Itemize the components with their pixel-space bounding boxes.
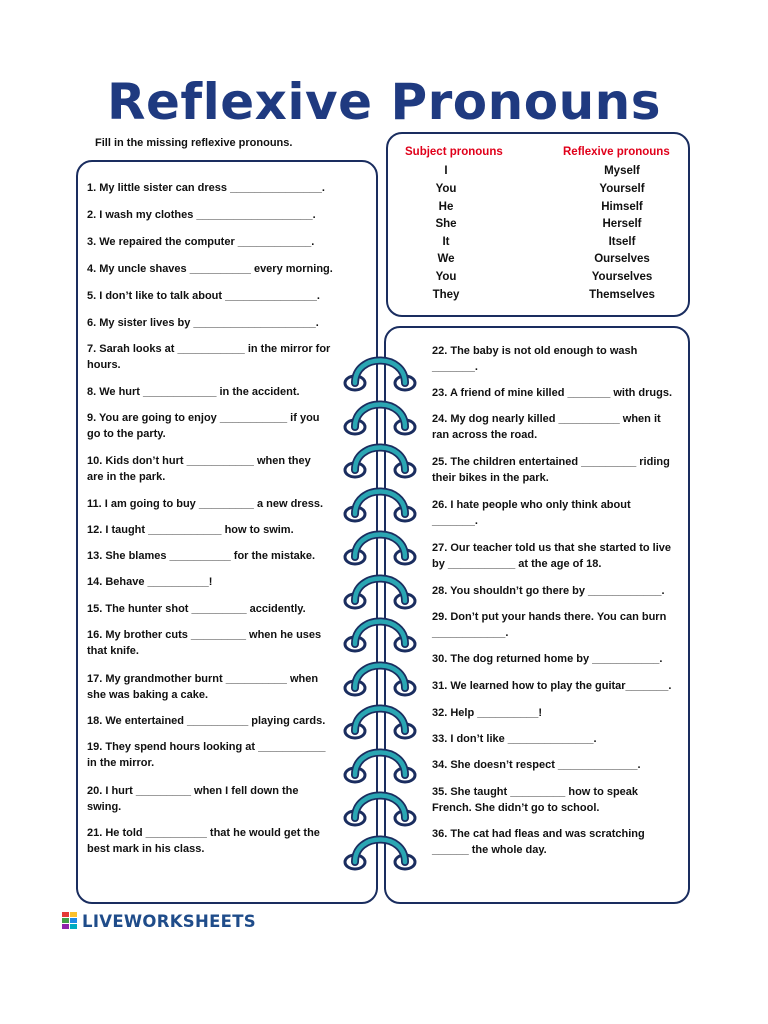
question-line-continuation: _______. [432, 361, 478, 373]
question-line: 12. I taught ____________ how to swim. [87, 524, 294, 536]
question-line: 8. We hurt ____________ in the accident. [87, 386, 300, 398]
question-line: 22. The baby is not old enough to wash [432, 345, 638, 357]
question-item [432, 411, 677, 443]
question-item [432, 540, 677, 572]
question-item [432, 826, 677, 858]
question-item [87, 207, 337, 223]
question-item [87, 825, 337, 857]
question-line: 15. The hunter shot _________ accidently. [87, 603, 306, 615]
question-item [87, 288, 337, 304]
question-line: 33. I don’t like ______________. [432, 733, 597, 745]
question-line-continuation: ran across the road. [432, 429, 538, 441]
reflexive-pronoun-cell: Yourself [599, 183, 645, 195]
question-line: 14. Behave __________! [87, 576, 213, 588]
spiral-ring [345, 622, 415, 652]
subject-pronoun-cell: It [442, 236, 450, 248]
page-title: Reflexive Pronouns [106, 73, 662, 131]
question-line-continuation: best mark in his class. [87, 843, 205, 855]
question-line: 1. My little sister can dress _______________. [87, 182, 325, 194]
spiral-ring [345, 666, 415, 696]
subject-pronoun-cell: You [435, 271, 457, 283]
question-item [432, 678, 677, 694]
subject-pronoun-cell: He [438, 201, 454, 213]
question-line: 16. My brother cuts _________ when he uses [87, 629, 322, 641]
question-line: 36. The cat had fleas and was scratching [432, 828, 645, 840]
question-line: 26. I hate people who only think about [432, 499, 631, 511]
spiral-ring [345, 840, 415, 870]
instruction-text: Fill in the missing reflexive pronouns. [95, 137, 293, 149]
reflexive-pronoun-cell: Yourselves [591, 271, 653, 283]
question-line: 35. She taught _________ how to speak [432, 786, 639, 798]
subject-pronoun-cell: They [432, 289, 460, 301]
subject-pronoun-cell: We [437, 253, 455, 265]
question-item [432, 705, 677, 721]
question-item [87, 783, 337, 815]
question-item [87, 453, 337, 485]
question-item [432, 454, 677, 486]
question-line: 31. We learned how to play the guitar_______. [432, 680, 672, 692]
question-item [432, 497, 677, 529]
question-line-continuation: ____________. [432, 627, 509, 639]
question-line: 30. The dog returned home by ___________. [432, 653, 663, 665]
subject-pronoun-cell: She [435, 218, 457, 230]
question-item [87, 315, 337, 331]
question-item [87, 713, 337, 729]
question-line: 23. A friend of mine killed _______ with drugs. [432, 387, 673, 399]
question-line-continuation: _______. [432, 515, 478, 527]
spiral-ring [345, 448, 415, 478]
reflexive-pronoun-cell: Ourselves [594, 253, 650, 265]
question-line: 34. She doesn’t respect _____________. [432, 759, 641, 771]
reflexive-pronoun-cell: Itself [608, 236, 636, 248]
question-line: 5. I don’t like to talk about _______________. [87, 290, 320, 302]
question-line-continuation: their bikes in the park. [432, 472, 549, 484]
subject-pronoun-cell: I [444, 165, 448, 177]
question-line: 11. I am going to buy _________ a new dress. [87, 498, 323, 510]
question-item [87, 574, 337, 590]
question-item [432, 757, 677, 773]
question-line: 2. I wash my clothes ___________________. [87, 209, 316, 221]
question-line: 6. My sister lives by ____________________. [87, 317, 319, 329]
question-line-continuation: she was baking a cake. [87, 689, 209, 701]
question-item [87, 384, 337, 400]
question-line: 28. You shouldn’t go there by ____________. [432, 585, 665, 597]
question-line: 13. She blames __________ for the mistake. [87, 550, 316, 562]
question-line: 10. Kids don’t hurt ___________ when they [87, 455, 311, 467]
question-line: 27. Our teacher told us that she started to live [432, 542, 672, 554]
question-line-continuation: in the mirror. [87, 757, 155, 769]
reflexive-pronoun-cell: Herself [602, 218, 642, 230]
question-item [87, 496, 337, 512]
reflexive-pronoun-cell: Themselves [589, 289, 655, 301]
question-line: 3. We repaired the computer ____________. [87, 236, 315, 248]
question-item [87, 671, 337, 703]
liveworksheets-logo-icon [62, 912, 78, 930]
question-line: 20. I hurt _________ when I fell down the [87, 785, 299, 797]
liveworksheets-logo [62, 910, 256, 932]
question-item [432, 784, 677, 816]
reflexive-pronoun-cell: Himself [601, 201, 643, 213]
reflexive-pronoun-cell: Myself [604, 165, 640, 177]
question-item [432, 583, 677, 599]
question-item [87, 341, 337, 373]
spiral-ring [345, 492, 415, 522]
spiral-binding [330, 355, 430, 900]
spiral-ring [345, 753, 415, 783]
question-item [432, 343, 677, 375]
question-line-continuation: are in the park. [87, 471, 166, 483]
question-line-continuation: by ___________ at the age of 18. [432, 558, 602, 570]
question-item [432, 609, 677, 641]
question-line: 25. The children entertained _________ riding [432, 456, 670, 468]
question-line: 21. He told __________ that he would get the [87, 827, 320, 839]
question-item [87, 234, 337, 250]
question-item [87, 410, 337, 442]
subject-pronouns-header: Subject pronouns [405, 146, 503, 158]
reflexive-pronouns-header: Reflexive pronouns [563, 146, 670, 158]
question-line-continuation: French. She didn’t go to school. [432, 802, 600, 814]
question-line: 29. Don’t put your hands there. You can burn [432, 611, 667, 623]
question-item [87, 601, 337, 617]
question-item [87, 548, 337, 564]
question-item [432, 731, 677, 747]
question-item [87, 261, 337, 277]
spiral-ring [345, 709, 415, 739]
question-item [87, 522, 337, 538]
spiral-ring [345, 796, 415, 826]
question-line: 32. Help __________! [432, 707, 543, 719]
question-line: 18. We entertained __________ playing cards. [87, 715, 326, 727]
question-item [432, 385, 677, 401]
question-line: 17. My grandmother burnt __________ when [87, 673, 319, 685]
spiral-ring [345, 579, 415, 609]
question-line-continuation: go to the party. [87, 428, 166, 440]
question-line-continuation: that knife. [87, 645, 139, 657]
question-line-continuation: ______ the whole day. [432, 844, 547, 856]
spiral-ring [345, 535, 415, 565]
subject-pronoun-cell: You [435, 183, 457, 195]
question-line: 7. Sarah looks at ___________ in the mirror for [87, 343, 331, 355]
brand-name: LIVEWORKSHEETS [82, 911, 256, 931]
question-line: 19. They spend hours looking at ___________ [87, 741, 326, 753]
question-line: 4. My uncle shaves __________ every morning. [87, 263, 333, 275]
question-line-continuation: swing. [87, 801, 122, 813]
question-line: 9. You are going to enjoy ___________ if you [87, 412, 320, 424]
question-item [87, 739, 337, 771]
spiral-ring [345, 405, 415, 435]
question-item [432, 651, 677, 667]
spiral-ring [345, 361, 415, 391]
question-item [87, 627, 337, 659]
question-item [87, 180, 337, 196]
question-line: 24. My dog nearly killed __________ when it [432, 413, 661, 425]
question-line-continuation: hours. [87, 359, 121, 371]
